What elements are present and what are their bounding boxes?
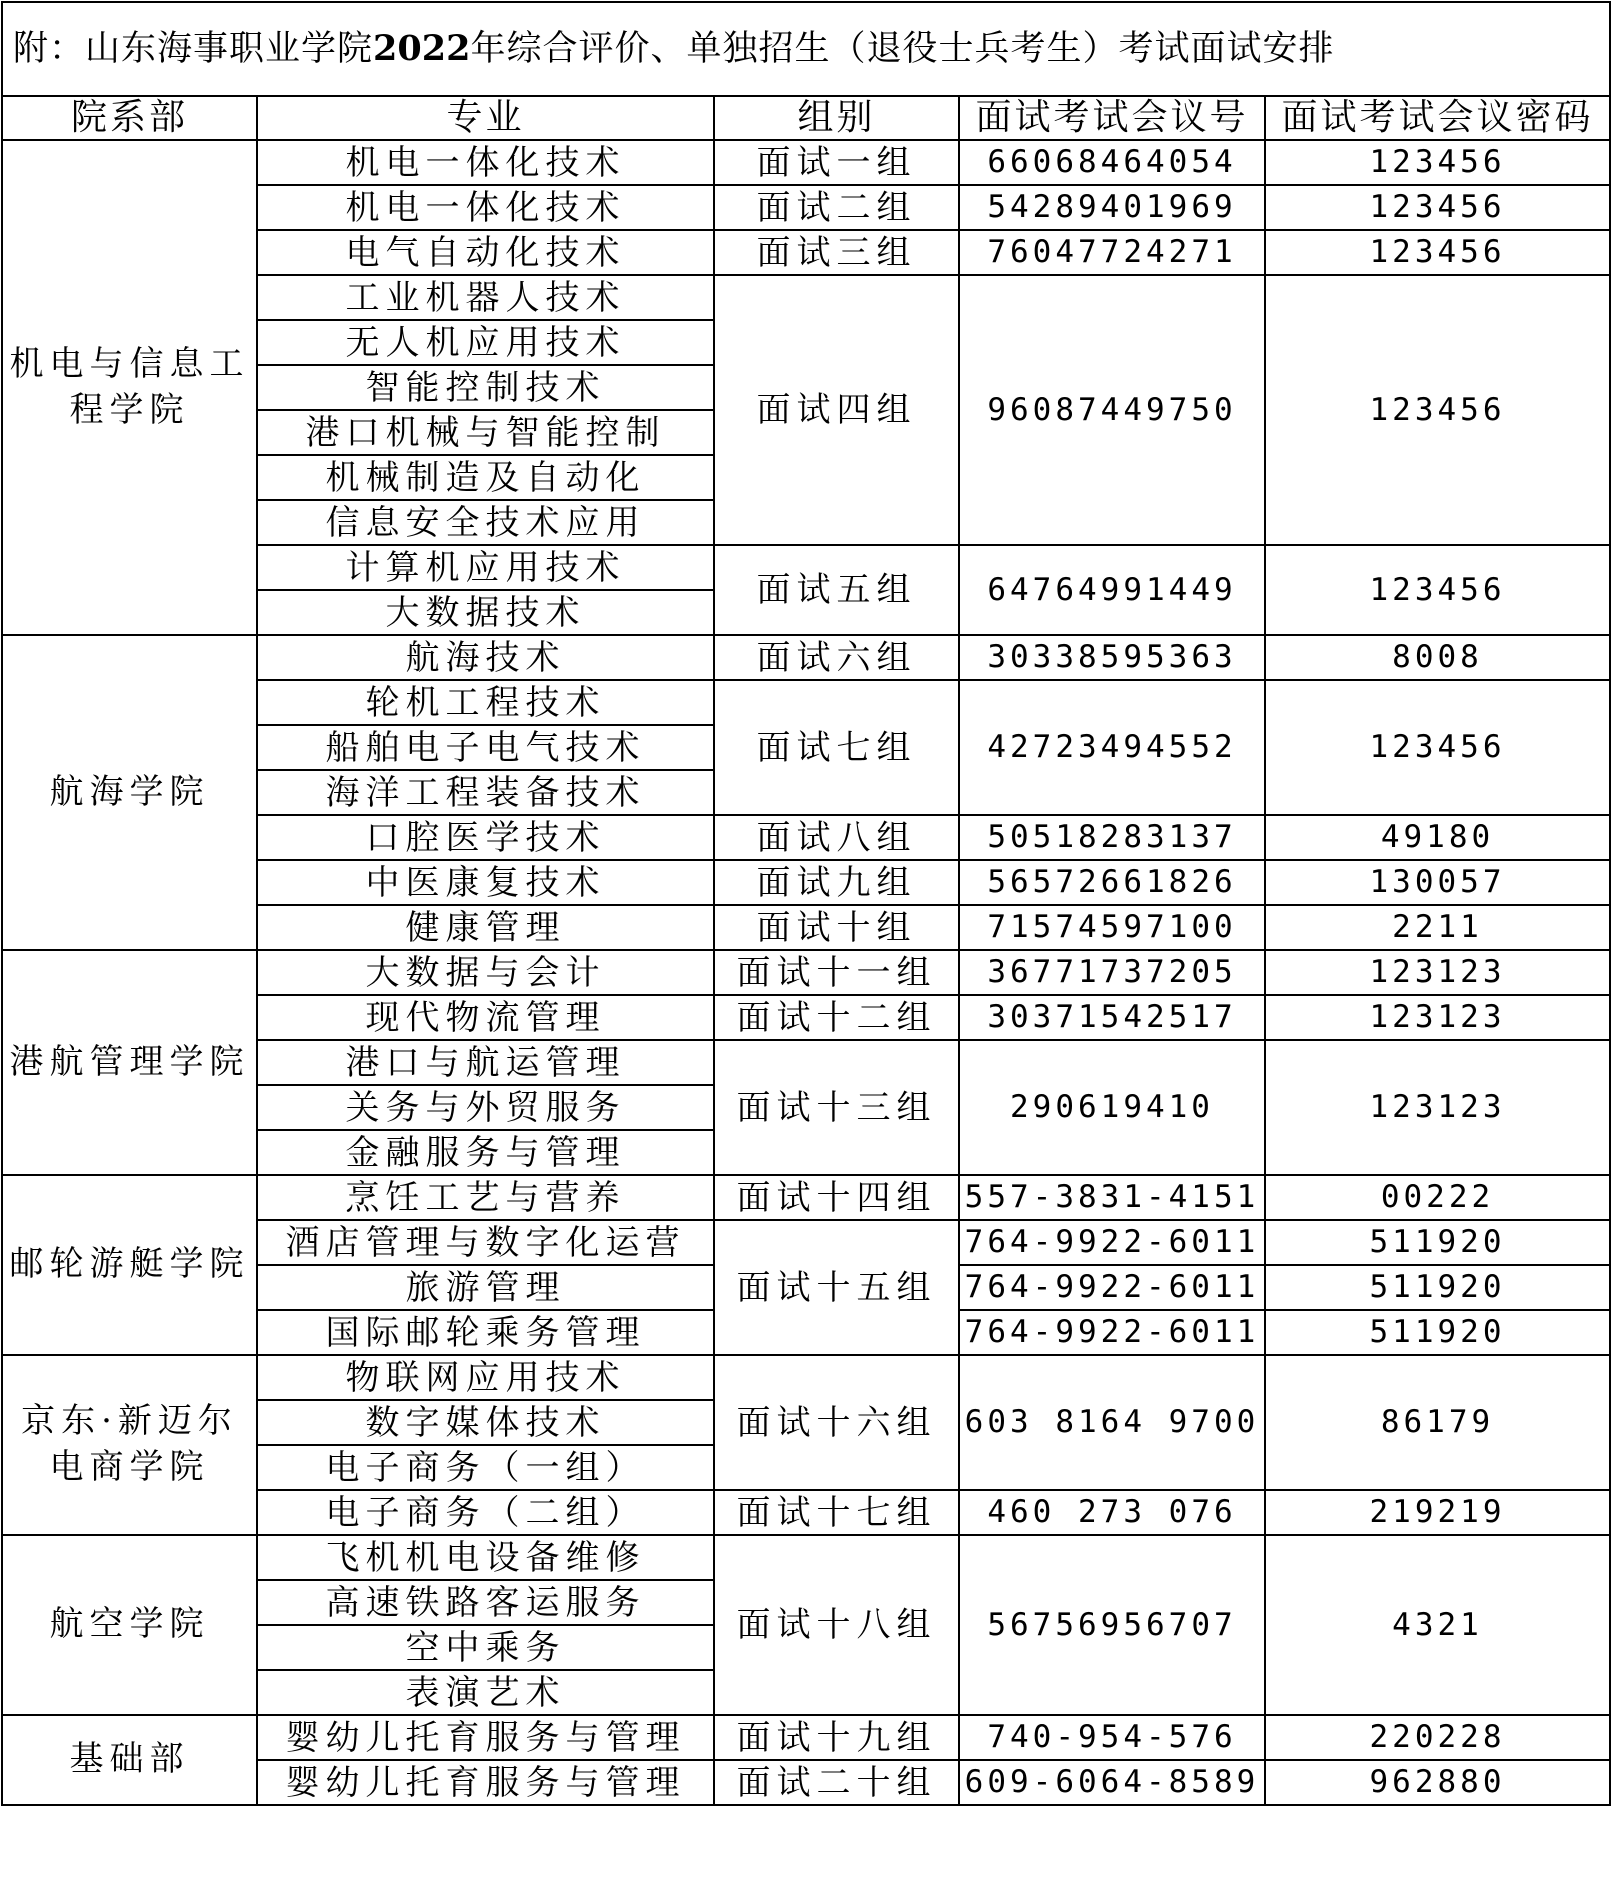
meeting-password: 511920 xyxy=(1265,1310,1610,1355)
major-name: 现代物流管理 xyxy=(257,995,714,1040)
major-name: 电气自动化技术 xyxy=(257,230,714,275)
major-name: 轮机工程技术 xyxy=(257,680,714,725)
meeting-password: 123456 xyxy=(1265,140,1610,185)
meeting-id: 64764991449 xyxy=(959,545,1265,635)
meeting-password: 86179 xyxy=(1265,1355,1610,1490)
meeting-id: 36771737205 xyxy=(959,950,1265,995)
major-name: 信息安全技术应用 xyxy=(257,500,714,545)
major-name: 电子商务（二组） xyxy=(257,1490,714,1535)
group-name: 面试六组 xyxy=(714,635,959,680)
header-row xyxy=(2,96,1610,140)
major-name: 旅游管理 xyxy=(257,1265,714,1310)
meeting-password: 511920 xyxy=(1265,1265,1610,1310)
major-name: 机电一体化技术 xyxy=(257,185,714,230)
group-name: 面试十二组 xyxy=(714,995,959,1040)
meeting-password: 123456 xyxy=(1265,275,1610,545)
major-name: 港口与航运管理 xyxy=(257,1040,714,1085)
major-name: 健康管理 xyxy=(257,905,714,950)
dept-name: 港航管理学院 xyxy=(2,950,257,1175)
major-name: 电子商务（一组） xyxy=(257,1445,714,1490)
header-group: 组别 xyxy=(714,96,959,140)
meeting-password: 123456 xyxy=(1265,230,1610,275)
table-row xyxy=(2,1175,1610,1220)
meeting-password: 123123 xyxy=(1265,950,1610,995)
major-name: 关务与外贸服务 xyxy=(257,1085,714,1130)
major-name: 海洋工程装备技术 xyxy=(257,770,714,815)
group-name: 面试四组 xyxy=(714,275,959,545)
meeting-id: 96087449750 xyxy=(959,275,1265,545)
title-suffix: 年综合评价、单独招生（退役士兵考生）考试面试安排 xyxy=(470,29,1335,69)
table-row xyxy=(2,1355,1610,1400)
meeting-password: 123456 xyxy=(1265,545,1610,635)
meeting-password: 130057 xyxy=(1265,860,1610,905)
header-password: 面试考试会议密码 xyxy=(1265,96,1610,140)
major-name: 中医康复技术 xyxy=(257,860,714,905)
group-name: 面试二十组 xyxy=(714,1760,959,1805)
meeting-id: 764-9922-6011 xyxy=(959,1220,1265,1265)
interview-schedule-table xyxy=(1,1,1611,1806)
meeting-id: 56756956707 xyxy=(959,1535,1265,1715)
meeting-password: 4321 xyxy=(1265,1535,1610,1715)
meeting-id: 557-3831-4151 xyxy=(959,1175,1265,1220)
meeting-id: 764-9922-6011 xyxy=(959,1310,1265,1355)
title-row xyxy=(2,2,1610,96)
dept-name: 航空学院 xyxy=(2,1535,257,1715)
header-meeting-id: 面试考试会议号 xyxy=(959,96,1265,140)
group-name: 面试二组 xyxy=(714,185,959,230)
meeting-password: 8008 xyxy=(1265,635,1610,680)
group-name: 面试三组 xyxy=(714,230,959,275)
dept-name: 基础部 xyxy=(2,1715,257,1805)
dept-name: 航海学院 xyxy=(2,635,257,950)
group-name: 面试七组 xyxy=(714,680,959,815)
major-name: 酒店管理与数字化运营 xyxy=(257,1220,714,1265)
group-name: 面试十九组 xyxy=(714,1715,959,1760)
major-name: 物联网应用技术 xyxy=(257,1355,714,1400)
meeting-id: 290619410 xyxy=(959,1040,1265,1175)
major-name: 飞机机电设备维修 xyxy=(257,1535,714,1580)
meeting-password: 220228 xyxy=(1265,1715,1610,1760)
group-name: 面试五组 xyxy=(714,545,959,635)
major-name: 机械制造及自动化 xyxy=(257,455,714,500)
meeting-id: 740-954-576 xyxy=(959,1715,1265,1760)
meeting-password: 123456 xyxy=(1265,680,1610,815)
group-name: 面试一组 xyxy=(714,140,959,185)
meeting-id: 30338595363 xyxy=(959,635,1265,680)
major-name: 大数据技术 xyxy=(257,590,714,635)
major-name: 工业机器人技术 xyxy=(257,275,714,320)
table-row xyxy=(2,950,1610,995)
dept-name: 邮轮游艇学院 xyxy=(2,1175,257,1355)
group-name: 面试十组 xyxy=(714,905,959,950)
meeting-id: 54289401969 xyxy=(959,185,1265,230)
group-name: 面试十八组 xyxy=(714,1535,959,1715)
meeting-id: 30371542517 xyxy=(959,995,1265,1040)
major-name: 智能控制技术 xyxy=(257,365,714,410)
major-name: 烹饪工艺与营养 xyxy=(257,1175,714,1220)
table-row xyxy=(2,635,1610,680)
meeting-id: 50518283137 xyxy=(959,815,1265,860)
major-name: 国际邮轮乘务管理 xyxy=(257,1310,714,1355)
major-name: 大数据与会计 xyxy=(257,950,714,995)
major-name: 数字媒体技术 xyxy=(257,1400,714,1445)
major-name: 金融服务与管理 xyxy=(257,1130,714,1175)
table-row xyxy=(2,1715,1610,1760)
major-name: 机电一体化技术 xyxy=(257,140,714,185)
header-dept: 院系部 xyxy=(2,96,257,140)
meeting-password: 219219 xyxy=(1265,1490,1610,1535)
meeting-id: 71574597100 xyxy=(959,905,1265,950)
group-name: 面试十六组 xyxy=(714,1355,959,1490)
group-name: 面试八组 xyxy=(714,815,959,860)
major-name: 计算机应用技术 xyxy=(257,545,714,590)
meeting-password: 2211 xyxy=(1265,905,1610,950)
dept-name: 机电与信息工程学院 xyxy=(2,140,257,635)
page-title xyxy=(2,2,1610,96)
meeting-password: 123456 xyxy=(1265,185,1610,230)
major-name: 船舶电子电气技术 xyxy=(257,725,714,770)
meeting-id: 764-9922-6011 xyxy=(959,1265,1265,1310)
meeting-id: 460 273 076 xyxy=(959,1490,1265,1535)
major-name: 空中乘务 xyxy=(257,1625,714,1670)
meeting-id: 56572661826 xyxy=(959,860,1265,905)
major-name: 婴幼儿托育服务与管理 xyxy=(257,1715,714,1760)
major-name: 婴幼儿托育服务与管理 xyxy=(257,1760,714,1805)
major-name: 无人机应用技术 xyxy=(257,320,714,365)
table-row xyxy=(2,140,1610,185)
meeting-id: 603 8164 9700 xyxy=(959,1355,1265,1490)
meeting-id: 42723494552 xyxy=(959,680,1265,815)
group-name: 面试十七组 xyxy=(714,1490,959,1535)
major-name: 航海技术 xyxy=(257,635,714,680)
header-major: 专业 xyxy=(257,96,714,140)
group-name: 面试十四组 xyxy=(714,1175,959,1220)
major-name: 口腔医学技术 xyxy=(257,815,714,860)
title-prefix: 附：山东海事职业学院 xyxy=(13,29,374,69)
dept-name: 京东·新迈尔电商学院 xyxy=(2,1355,257,1535)
meeting-password: 123123 xyxy=(1265,995,1610,1040)
meeting-password: 123123 xyxy=(1265,1040,1610,1175)
group-name: 面试九组 xyxy=(714,860,959,905)
group-name: 面试十三组 xyxy=(714,1040,959,1175)
meeting-password: 49180 xyxy=(1265,815,1610,860)
meeting-id: 609-6064-8589 xyxy=(959,1760,1265,1805)
table-row xyxy=(2,1535,1610,1580)
meeting-password: 962880 xyxy=(1265,1760,1610,1805)
major-name: 表演艺术 xyxy=(257,1670,714,1715)
major-name: 高速铁路客运服务 xyxy=(257,1580,714,1625)
meeting-id: 76047724271 xyxy=(959,230,1265,275)
meeting-password: 511920 xyxy=(1265,1220,1610,1265)
major-name: 港口机械与智能控制 xyxy=(257,410,714,455)
meeting-id: 66068464054 xyxy=(959,140,1265,185)
title-year: 2022 xyxy=(373,28,471,69)
group-name: 面试十五组 xyxy=(714,1220,959,1355)
group-name: 面试十一组 xyxy=(714,950,959,995)
meeting-password: 00222 xyxy=(1265,1175,1610,1220)
